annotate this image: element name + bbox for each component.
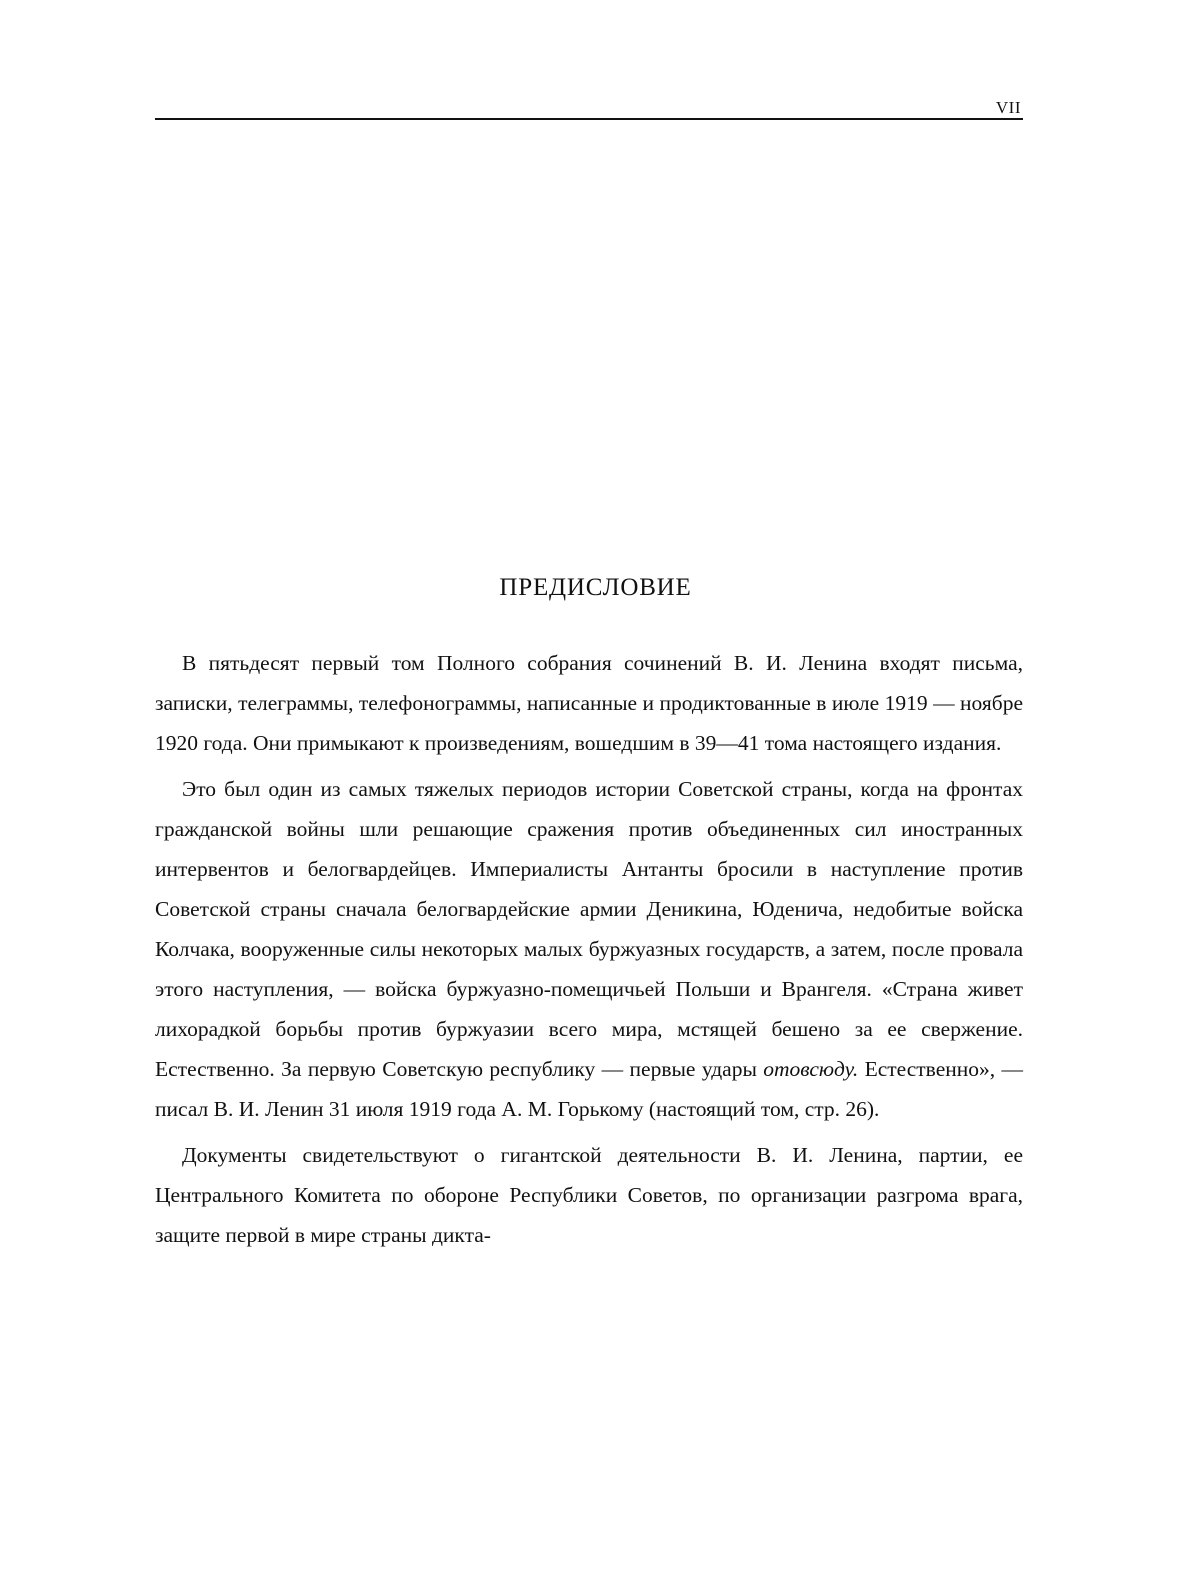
paragraph-1: В пятьдесят первый том Полного собрания сочинений В. И. Ленина входят письма, записки, телеграммы, телефонограммы, написанные и продиктованные в июле 1919 — ноябре 1920 года. Они примыкают к произведениям, вошедшим в 39—41 тома настоящего издания. [155,651,1023,755]
paragraph-2-part-2: Естественно», — писал В. И. Ленин 31 июля 1919 года А. М. Горькому (настоящий том, стр. 26). [155,1057,1023,1121]
page-number: VII [995,98,1021,117]
paragraph-2-part-1: Это был один из самых тяжелых периодов истории Советской страны, когда на фронтах гражданской войны шли решающие сражения против объединенных сил иностранных интервентов и белогвардейцев. Империалисты Антанты бросили в наступление против Советской страны сначала белогвардейские армии Деникина, Юденича, недобитые войска Колчака, вооруженные силы некоторых малых буржуазных государств, а затем, после провала этого наступления, — войска буржуазно-помещичьей Польши и Врангеля. «Страна живет лихорадкой борьбы против буржуазии всего мира, мстящей бешено за ее свержение. Естественно. За первую Советскую республику — первые удары [155,777,1023,1081]
page-title: ПРЕДИСЛОВИЕ [499,574,692,601]
paragraph-3: Документы свидетельствуют о гигантской деятельности В. И. Ленина, партии, ее Центрального Комитета по обороне Республики Советов, по организации разгрома врага, защите первой в мире страны дикта- [155,1143,1023,1247]
body-text [155,643,1023,1261]
emphasis-text: отовсюду. [763,1057,859,1081]
header-rule [155,118,1023,120]
paragraph-2 [155,769,1023,1129]
